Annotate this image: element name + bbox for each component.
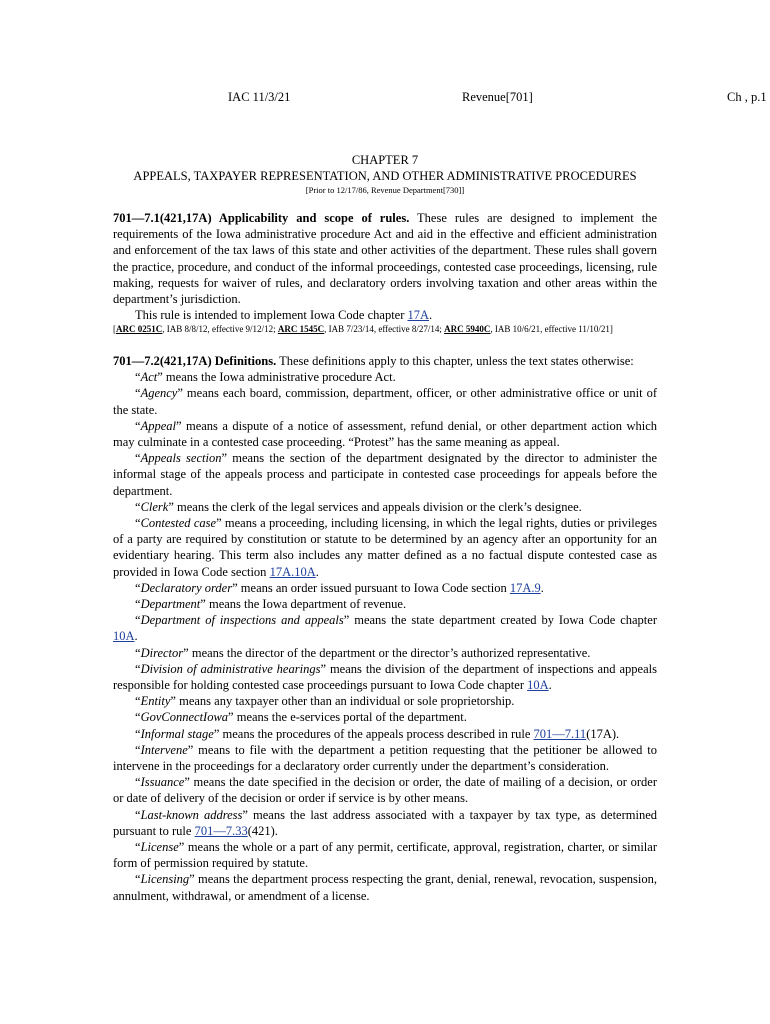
definition-term: Informal stage <box>140 726 214 741</box>
definition-item: “Director” means the director of the department or the director’s authorized representative. <box>135 645 591 660</box>
rule-7-2-heading: 701—7.2(421,17A) Definitions. <box>113 353 277 368</box>
definition-term: Declaratory order <box>140 580 233 595</box>
header-page: Ch , p.1 <box>727 90 767 104</box>
definition-text: means the section of the department designated by the director to administer the informal stage of the appeals process and participate in contested case proceedings for appeals before the department. <box>113 451 657 498</box>
chapter-number: CHAPTER 7 <box>351 153 419 167</box>
definition-term: Contested case <box>140 515 217 530</box>
definition-term: Department of inspections and appeals <box>140 613 344 628</box>
definition-item: “Intervene” means to file with the department a petition requesting that the petitioner be allowed to intervene in the proceedings for a declaratory order currently under the department’s consideration. <box>113 742 657 773</box>
rule-7-1-heading: 701—7.1(421,17A) Applicability and scope of rules. <box>113 211 410 225</box>
definition-item: “License” means the whole or a part of any permit, certificate, approval, registration, charter, or similar form of permission required by statute. <box>113 840 657 871</box>
definition-text: means a dispute of a notice of assessment, refund denial, or other department action which may culminate in a contested case proceeding. “Protest” has the same meaning as appeal. <box>113 418 657 449</box>
definition-item: “Licensing” means the department process respecting the grant, denial, renewal, revocation, suspension, annulment, withdrawal, or amendment of a license. <box>113 872 657 903</box>
definition-item: “Act” means the Iowa administrative procedure Act. <box>135 370 396 385</box>
header-date: IAC 11/3/21 <box>228 90 291 104</box>
code-reference-link[interactable]: 10A <box>113 629 135 644</box>
definition-item: “Last-known address” means the last address associated with a taxpayer by tax type, as determined pursuant to rule 701—7.33(421). <box>113 807 657 838</box>
definition-item: “Division of administrative hearings” means the division of the department of inspections and appeals responsible for holding contested case proceedings pursuant to Iowa Code chapter 10A. <box>113 661 657 692</box>
definition-term: Licensing <box>140 872 190 887</box>
definition-text: means each board, commission, department, officer, or other administrative office or unit of the state. <box>113 386 657 417</box>
rule-7-1-history: [ARC 0251C, IAB 8/8/12, effective 9/12/12; ARC 1545C, IAB 7/23/14, effective 8/27/14; ARC 5940C, IAB 10/6/21, effective 11/10/21] <box>113 324 613 335</box>
definition-text: means the date specified in the decision or order, the date of mailing of a decision, or order or date of delivery of the decision or order if service is by other means. <box>113 775 657 806</box>
definition-text: means the procedures of the appeals process described in rule <box>219 726 534 741</box>
link-17A[interactable]: 17A <box>407 308 430 323</box>
definition-term: Intervene <box>140 742 188 757</box>
chapter-title: APPEALS, TAXPAYER REPRESENTATION, AND OTHER ADMINISTRATIVE PROCEDURES <box>133 169 637 183</box>
definition-text: means an order issued pursuant to Iowa Code section <box>237 580 510 595</box>
definition-item: “Agency” means each board, commission, department, officer, or other administrative office or unit of the state. <box>113 386 657 417</box>
definition-text: means to file with the department a petition requesting that the petitioner be allowed to intervene in the proceedings for a declaratory order currently under the department’s consideration. <box>113 742 657 773</box>
rule-7-1-implement: This rule is intended to implement Iowa Code chapter 17A. <box>135 308 433 323</box>
chapter-prior-note: [Prior to 12/17/86, Revenue Department[730]] <box>305 185 465 195</box>
rule-7-2 <box>113 353 657 369</box>
definition-item: “Appeal” means a dispute of a notice of assessment, refund denial, or other department action which may culminate in a contested case proceeding. “Protest” has the same meaning as appeal. <box>113 418 657 449</box>
definitions-list <box>113 369 657 904</box>
definition-term: Clerk <box>140 499 169 514</box>
definition-item: “Contested case” means a proceeding, including licensing, in which the legal rights, duties or privileges of a party are required by constitution or statute to be determined by an agency after an opportunity for an evidentiary hearing. This term also includes any matter defined as a no factual dispute contested case as provided in Iowa Code section 17A.10A. <box>113 515 657 579</box>
definition-text: means the state department created by Iowa Code chapter <box>349 613 657 628</box>
definition-item: “Entity” means any taxpayer other than an individual or sole proprietorship. <box>135 694 515 709</box>
arc-0251c-link[interactable]: ARC 0251C <box>116 324 163 335</box>
rule-7-1-body: These rules are designed to implement the requirements of the Iowa administrative procedure Act and aid in the effective and efficient administration and enforcement of the tax laws of this state and other activities of the department. These rules shall govern the practice, procedure, and conduct of the informal proceedings, contested case proceedings, licensing, rule making, requests for waiver of rules, and declaratory orders involving taxation and other areas within the department’s jurisdiction. <box>113 211 657 307</box>
definition-term: Act <box>140 370 158 385</box>
definition-text: means the Iowa department of revenue. <box>205 596 407 611</box>
code-reference-link[interactable]: 10A <box>527 677 549 692</box>
definition-term: Agency <box>140 386 178 401</box>
definition-text: means the director of the department or the director’s authorized representative. <box>188 645 591 660</box>
definition-item: “Issuance” means the date specified in the decision or order, the date of mailing of a decision, or order or date of delivery of the decision or order if service is by other means. <box>113 775 657 806</box>
definition-item: “Department” means the Iowa department of revenue. <box>135 596 407 611</box>
definition-text: means the whole or a part of any permit, certificate, approval, registration, charter, or similar form of permission required by statute. <box>113 840 657 871</box>
definition-term: Entity <box>140 694 171 709</box>
definition-item: “Department of inspections and appeals” means the state department created by Iowa Code chapter 10A. <box>113 613 657 644</box>
definition-text: means the department process respecting the grant, denial, renewal, revocation, suspension, annulment, withdrawal, or amendment of a license. <box>113 872 657 903</box>
definition-text: means the clerk of the legal services and appeals division or the clerk’s designee. <box>173 499 582 514</box>
definition-term: Appeal <box>140 418 176 433</box>
code-reference-link[interactable]: 701—7.11 <box>533 726 587 741</box>
definition-text: means the e-services portal of the department. <box>233 710 467 725</box>
definition-text: means the Iowa administrative procedure Act. <box>162 370 396 385</box>
definition-item: “Appeals section” means the section of the department designated by the director to administer the informal stage of the appeals process and participate in contested case proceedings for appeals before the department. <box>113 451 657 498</box>
header-agency: Revenue[701] <box>462 90 533 104</box>
definition-term: Department <box>140 596 201 611</box>
definition-text: means the division of the department of inspections and appeals responsible for holding contested case proceedings pursuant to Iowa Code chapter <box>113 661 657 692</box>
rule-7-2-intro: These definitions apply to this chapter, unless the text states otherwise: <box>279 353 634 368</box>
definition-term: Last-known address <box>140 807 243 822</box>
definition-term: Appeals section <box>140 451 222 466</box>
code-reference-link[interactable]: 701—7.33 <box>194 823 248 838</box>
code-reference-link[interactable]: 17A.9 <box>509 580 541 595</box>
definition-item: “Informal stage” means the procedures of the appeals process described in rule 701—7.11(17A). <box>135 726 620 741</box>
document-body <box>113 152 657 904</box>
definition-text: means the last address associated with a taxpayer by tax type, as determined pursuant to rule <box>113 807 657 838</box>
code-reference-link[interactable]: 17A.10A <box>269 564 316 579</box>
arc-1545c-link[interactable]: ARC 1545C <box>277 324 325 335</box>
arc-5940c-link[interactable]: ARC 5940C <box>444 324 491 335</box>
definition-text: means any taxpayer other than an individual or sole proprietorship. <box>175 694 515 709</box>
definition-item: “Clerk” means the clerk of the legal services and appeals division or the clerk’s designee. <box>135 499 582 514</box>
definition-text: means a proceeding, including licensing, in which the legal rights, duties or privileges of a party are required by constitution or statute to be determined by an agency after an opportunity for an evidentiary hearing. This term also includes any matter defined as a no factual dispute contested case as provided in Iowa Code section <box>113 515 657 579</box>
definition-term: GovConnectIowa <box>140 710 229 725</box>
definition-term: License <box>140 840 179 855</box>
definition-item: “GovConnectIowa” means the e-services portal of the department. <box>135 710 467 725</box>
definition-term: Director <box>140 645 184 660</box>
rule-7-1 <box>113 210 657 307</box>
definition-item: “Declaratory order” means an order issued pursuant to Iowa Code section 17A.9. <box>135 580 544 595</box>
definition-term: Issuance <box>140 775 185 790</box>
definition-term: Division of administrative hearings <box>140 661 321 676</box>
